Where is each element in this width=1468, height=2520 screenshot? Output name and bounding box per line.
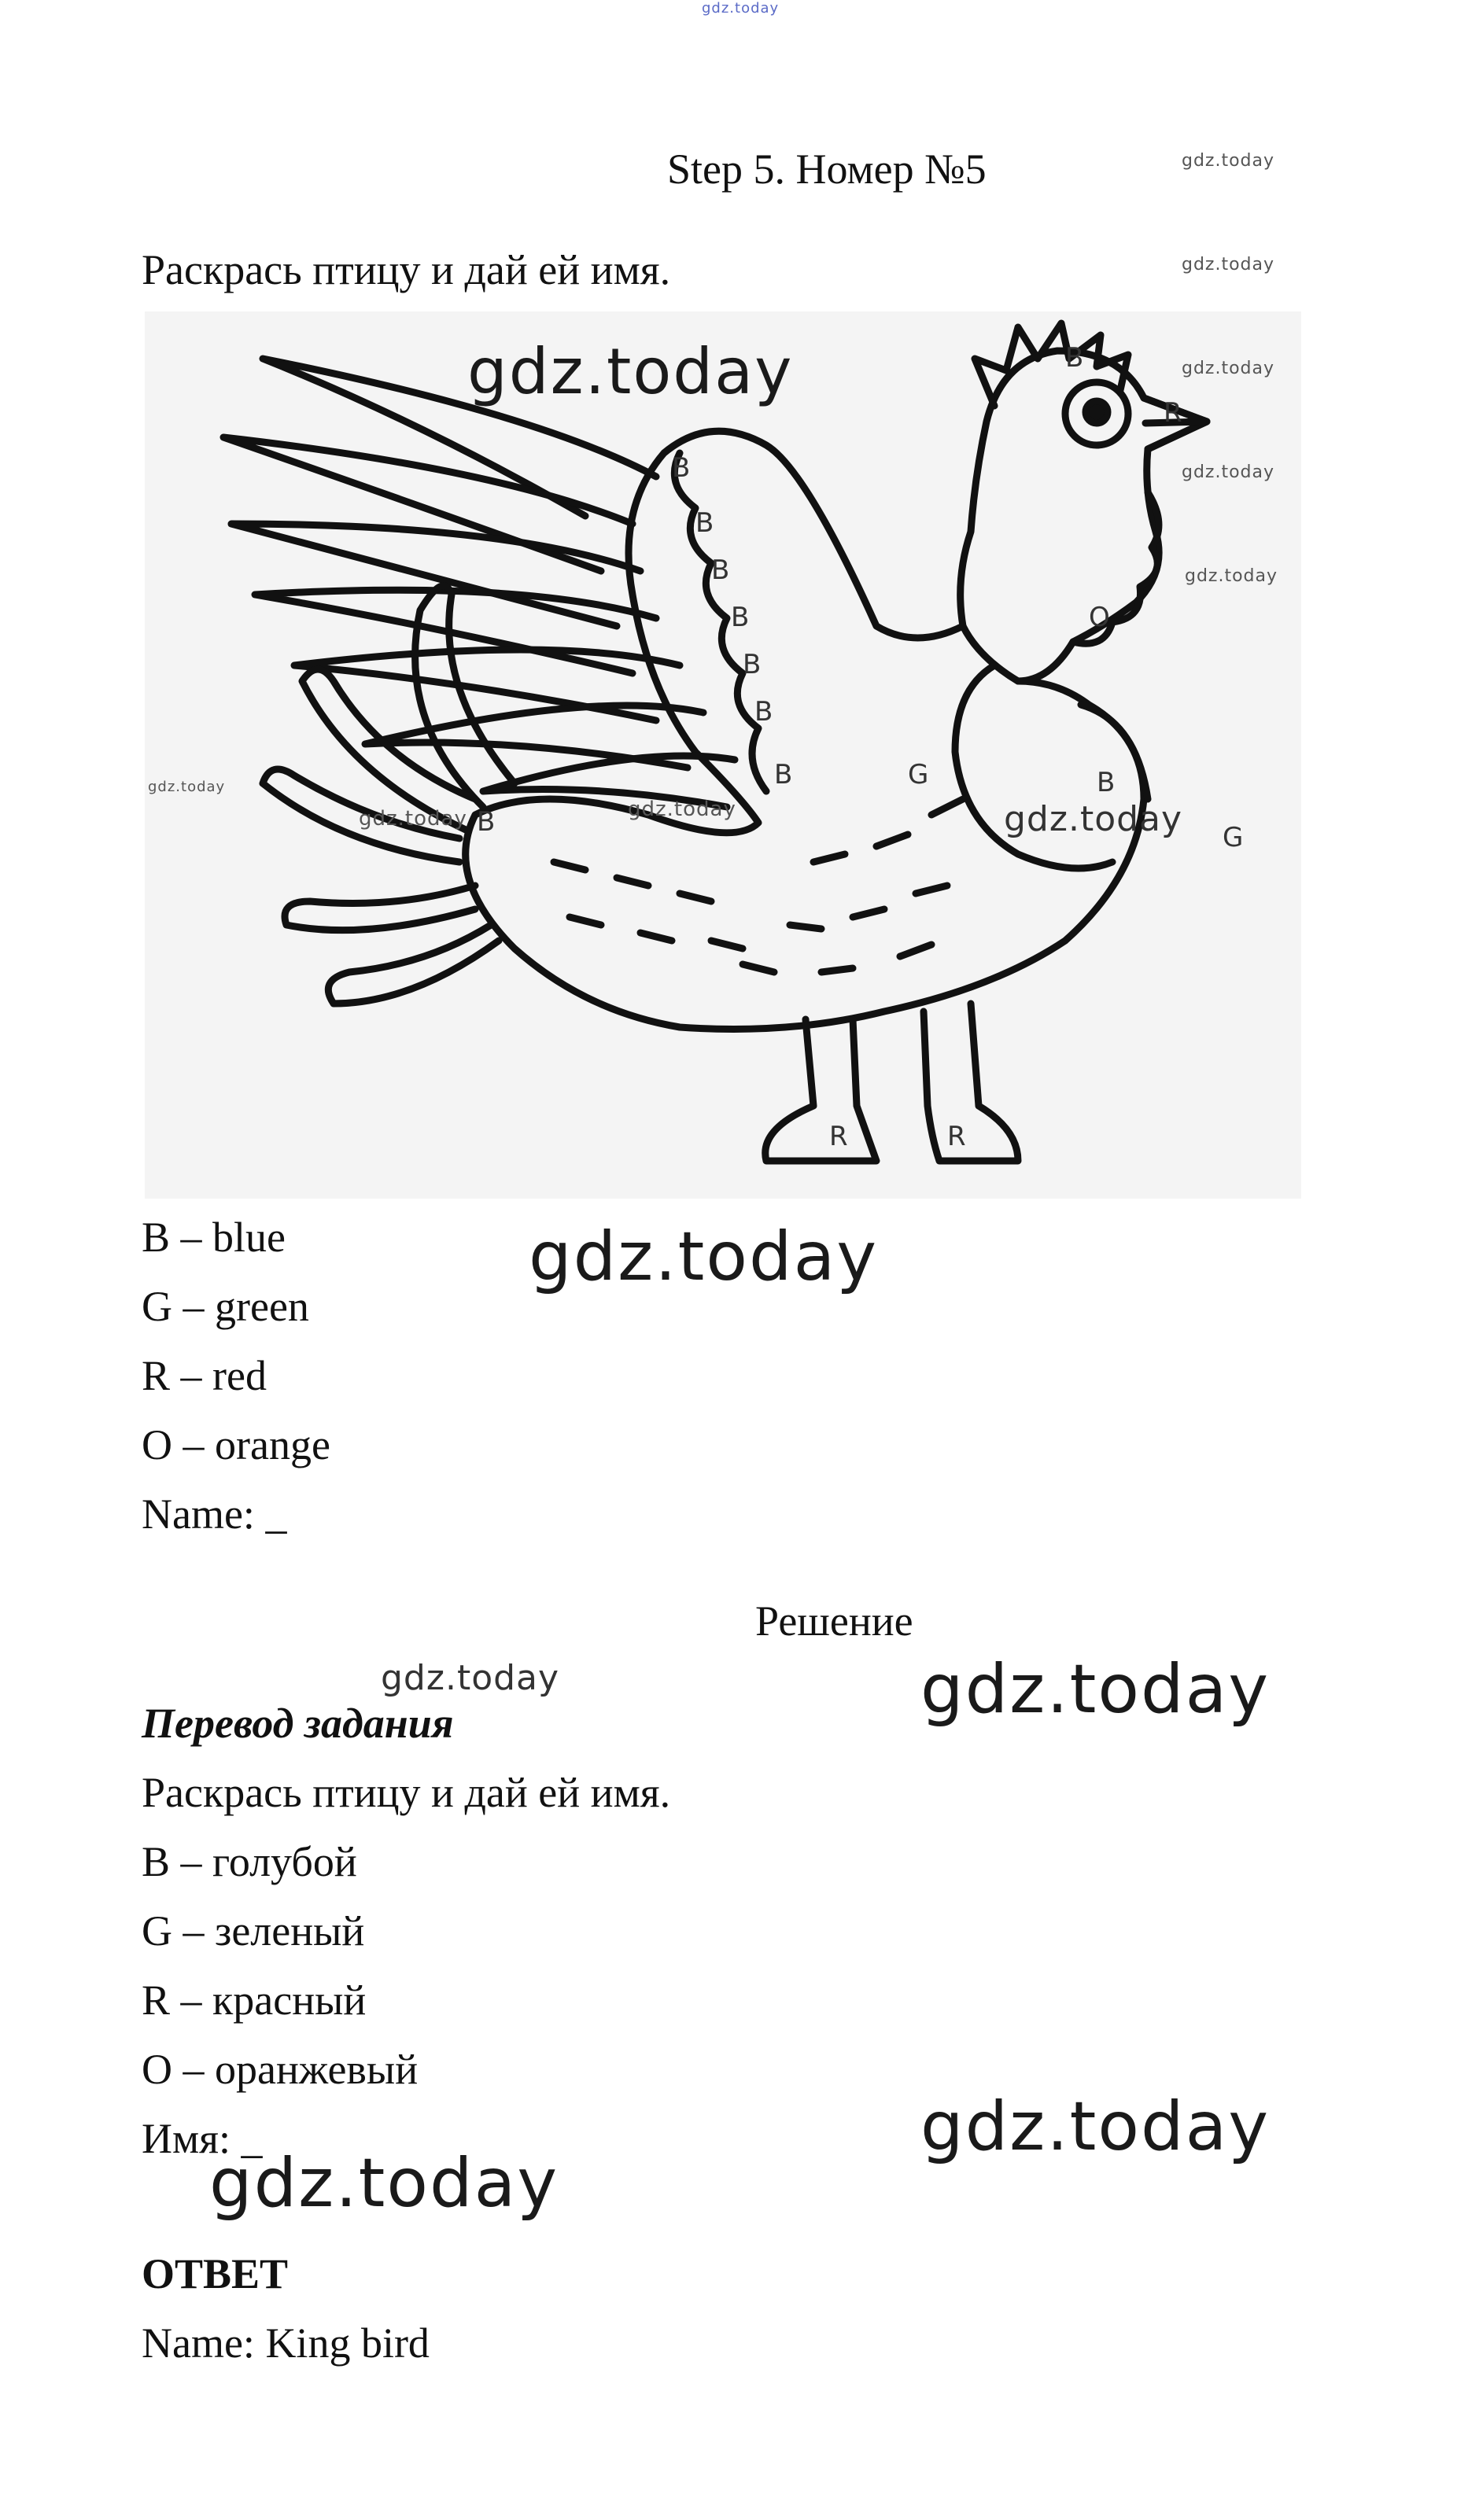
figure-letter: B — [754, 696, 773, 728]
translation-heading: Перевод задания — [142, 1700, 454, 1747]
translation-legend-item: G – зеленый — [142, 1907, 365, 1954]
watermark: gdz.today — [1182, 359, 1275, 378]
watermark: gdz.today — [1182, 151, 1275, 171]
figure-letter: B — [711, 554, 730, 586]
figure-letter: B — [743, 649, 762, 680]
legend-item: R – red — [142, 1352, 267, 1399]
figure-letter: R — [1164, 397, 1182, 429]
figure-letter: O — [1089, 602, 1110, 633]
watermark: gdz.today — [381, 1658, 560, 1698]
figure-letter: B — [731, 602, 750, 633]
solution-heading: Решение — [755, 1597, 913, 1645]
watermark: gdz.today — [529, 1218, 879, 1296]
figure-letter: R — [947, 1121, 966, 1152]
figure-letter: B — [1065, 342, 1084, 374]
watermark: gdz.today — [1004, 799, 1183, 839]
watermark: gdz.today — [209, 2144, 559, 2223]
watermark-top: gdz.today — [702, 0, 780, 17]
legend-item: O – orange — [142, 1421, 330, 1468]
legend-item: B – blue — [142, 1214, 286, 1261]
figure-letter: B — [1097, 767, 1116, 798]
answer-heading: ОТВЕТ — [142, 2250, 289, 2297]
watermark: gdz.today — [359, 807, 467, 831]
watermark: gdz.today — [148, 779, 226, 795]
translation-legend-item: O – оранжевый — [142, 2046, 419, 2093]
page-title: Step 5. Номер №5 — [667, 146, 987, 193]
rooster-coloring-figure — [145, 311, 1301, 1199]
watermark: gdz.today — [628, 798, 736, 821]
figure-letter: G — [1223, 822, 1244, 853]
figure-letter: B — [672, 452, 691, 484]
name-line: Name: _ — [142, 1490, 287, 1538]
figure-letter: G — [908, 759, 929, 790]
translation-legend-item: R – красный — [142, 1977, 367, 2024]
legend-item: G – green — [142, 1283, 309, 1330]
translation-name: Имя: _ — [142, 2115, 263, 2162]
translation-instruction: Раскрась птицу и дай ей имя. — [142, 1769, 671, 1816]
figure-letter: B — [774, 759, 793, 790]
answer-text: Name: King bird — [142, 2319, 430, 2367]
figure-letter: R — [829, 1121, 848, 1152]
rooster-coloring-icon — [145, 311, 1301, 1199]
watermark: gdz.today — [1185, 566, 1278, 586]
watermark: gdz.today — [920, 1650, 1271, 1729]
task-instruction: Раскрась птицу и дай ей имя. — [142, 246, 671, 293]
watermark: gdz.today — [1182, 255, 1275, 274]
figure-letter: B — [695, 507, 714, 539]
watermark: gdz.today — [1182, 462, 1275, 482]
watermark: gdz.today — [467, 335, 794, 408]
figure-letter: B — [477, 806, 496, 838]
translation-legend-item: B – голубой — [142, 1838, 357, 1885]
watermark: gdz.today — [920, 2087, 1271, 2166]
